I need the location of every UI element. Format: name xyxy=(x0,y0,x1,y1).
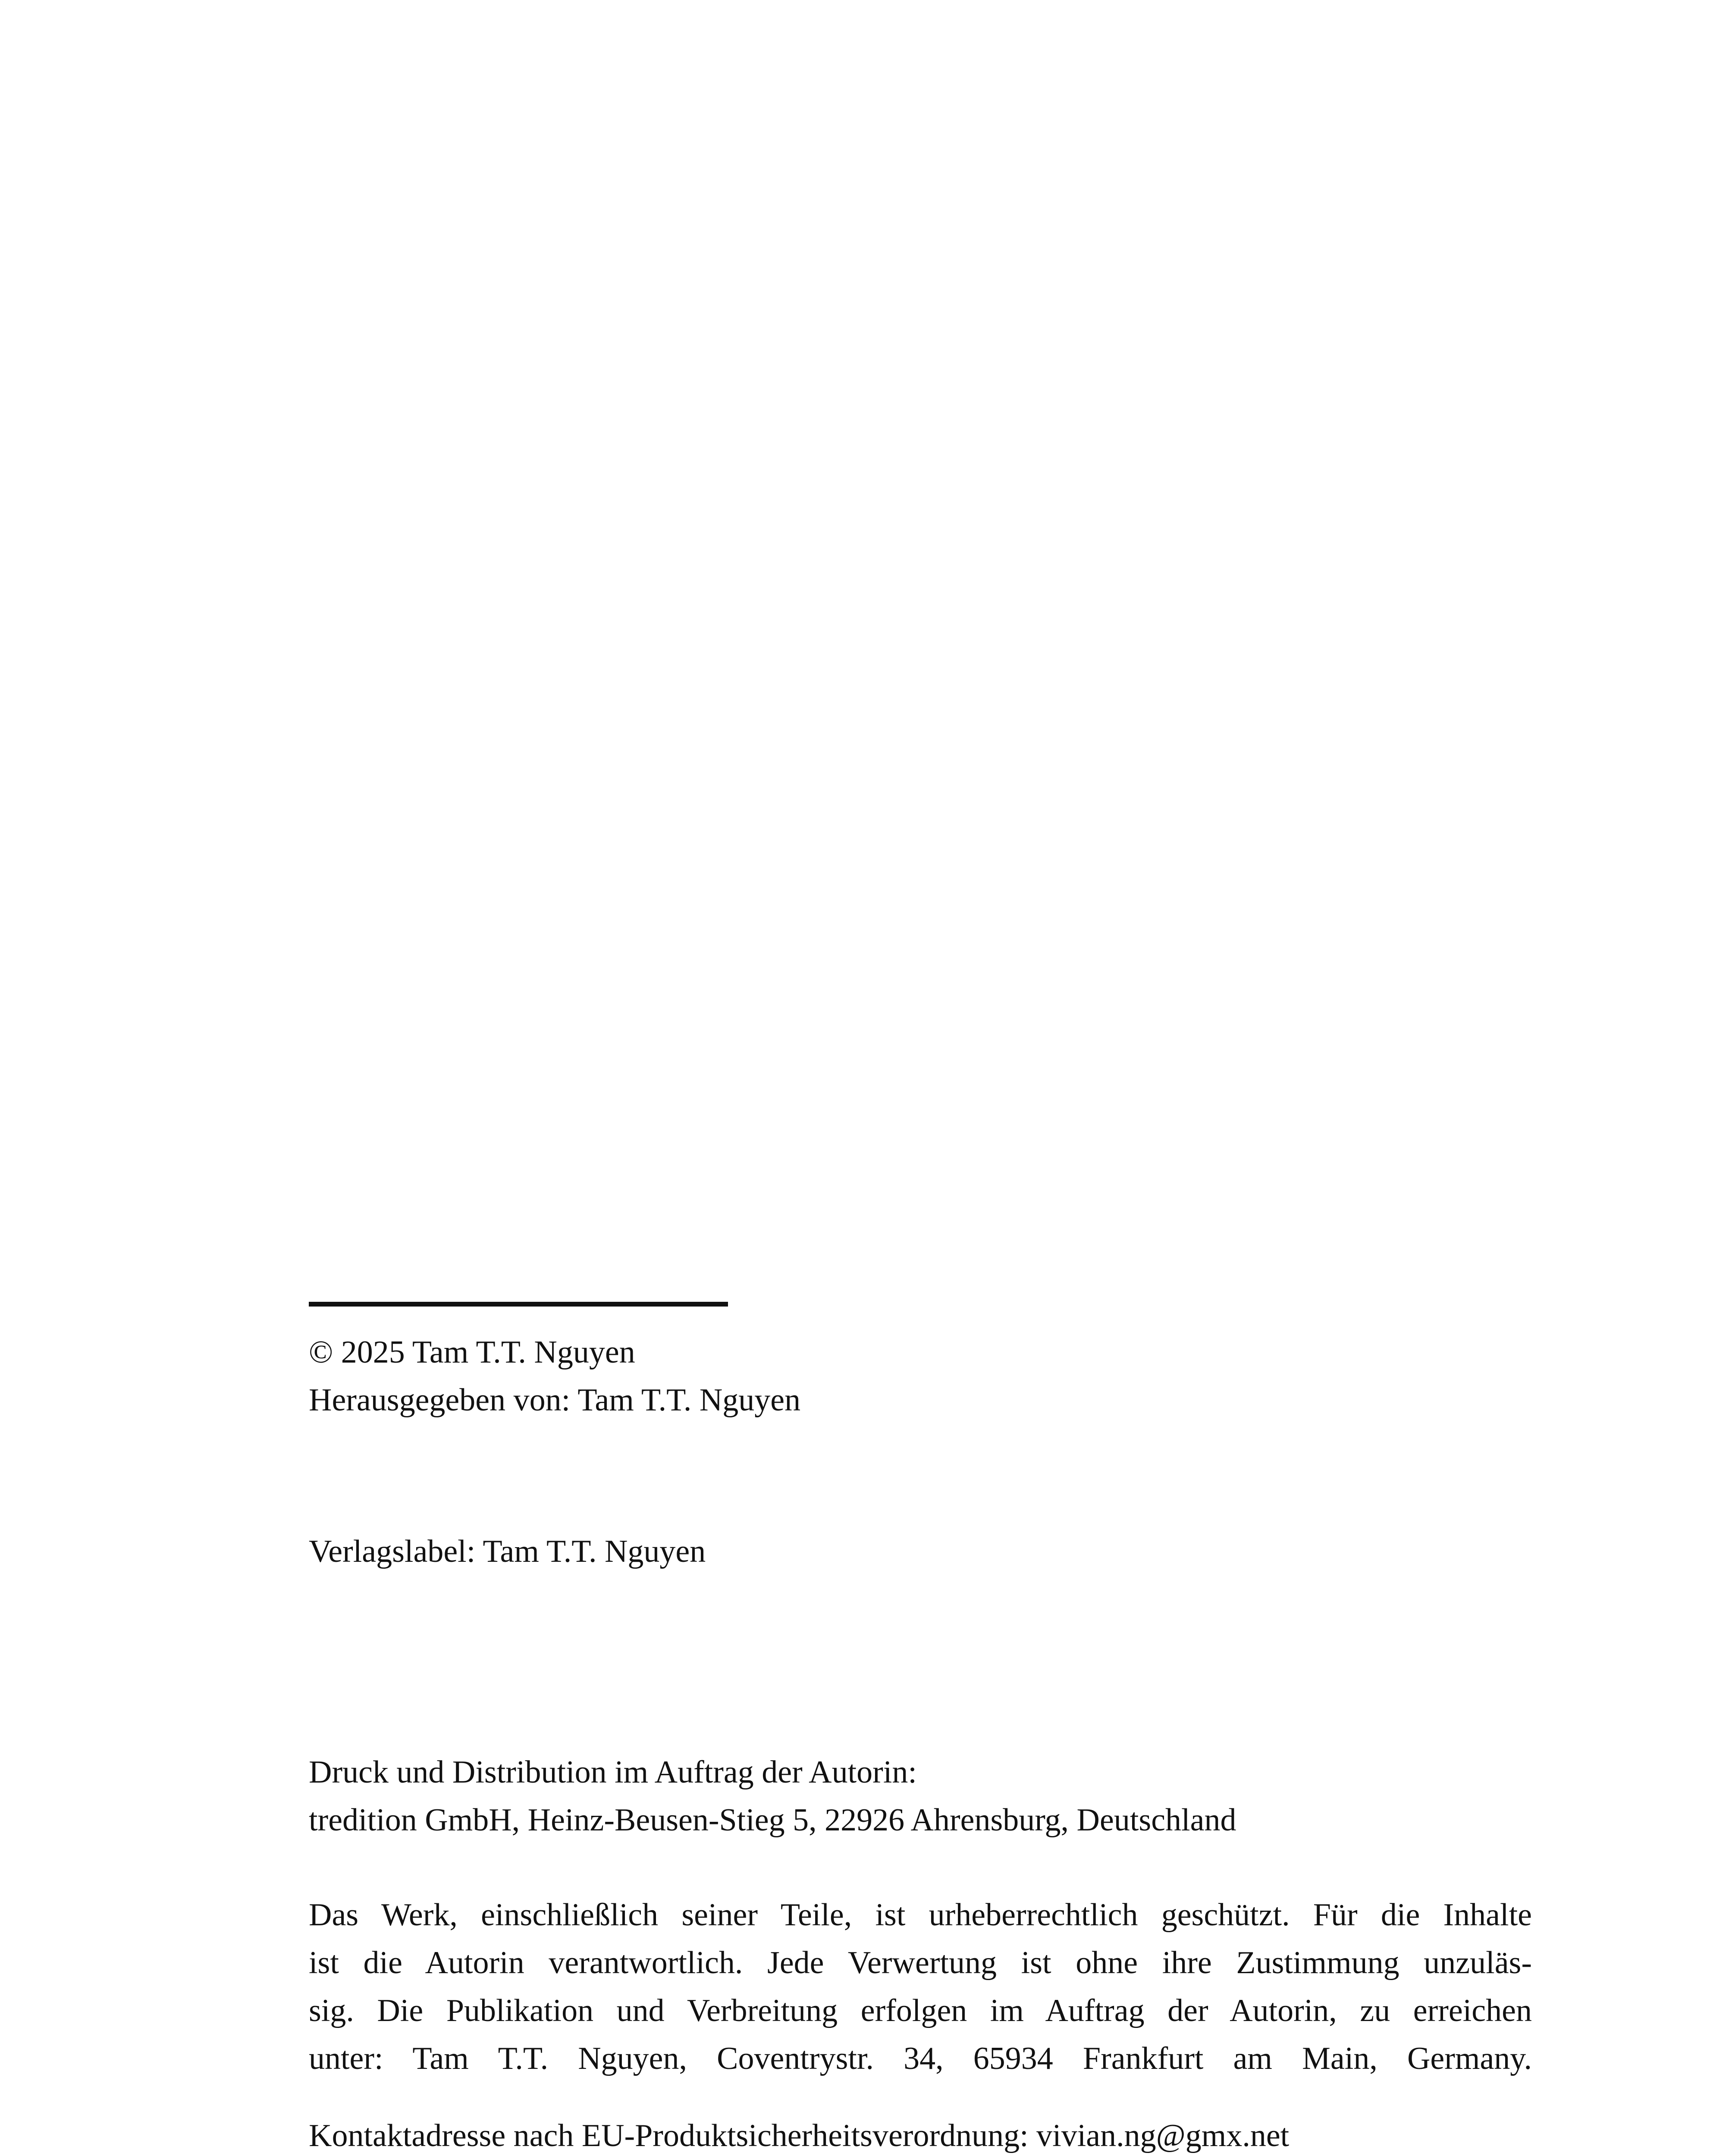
rights-line: Das Werk, einschließlich seiner Teile, ist urheberrechtlich geschützt. Für die Inhalte xyxy=(309,1897,1532,1933)
rights-line: sig. Die Publikation und Verbreitung erfolgen im Auftrag der Autorin, zu erreichen xyxy=(309,1993,1532,2028)
separator-rule xyxy=(309,1302,728,1307)
copyright-line: © 2025 Tam T.T. Nguyen xyxy=(309,1335,635,1370)
printing-heading: Druck und Distribution im Auftrag der Autorin: xyxy=(309,1755,917,1790)
publisher-line: Herausgegeben von: Tam T.T. Nguyen xyxy=(309,1382,801,1418)
copyright-block xyxy=(309,1329,1532,1424)
publisher-label-block xyxy=(309,1528,1532,1576)
rights-line: unter: Tam T.T. Nguyen, Coventrystr. 34, 65934 Frankfurt am Main, Germany. xyxy=(309,2041,1532,2076)
publisher-label-line: Verlagslabel: Tam T.T. Nguyen xyxy=(309,1534,706,1569)
rights-notice xyxy=(309,1891,1532,2083)
contact-line: Kontaktadresse nach EU-Produktsicherheitsverordnung: vivian.ng@gmx.net xyxy=(309,2118,1290,2153)
contact-block xyxy=(309,2112,1532,2156)
printing-address: tredition GmbH, Heinz-Beusen-Stieg 5, 22926 Ahrensburg, Deutschland xyxy=(309,1802,1236,1838)
printing-distribution-block xyxy=(309,1749,1532,1844)
rights-line: ist die Autorin verantwortlich. Jede Verwertung ist ohne ihre Zustimmung unzuläs- xyxy=(309,1945,1532,1981)
